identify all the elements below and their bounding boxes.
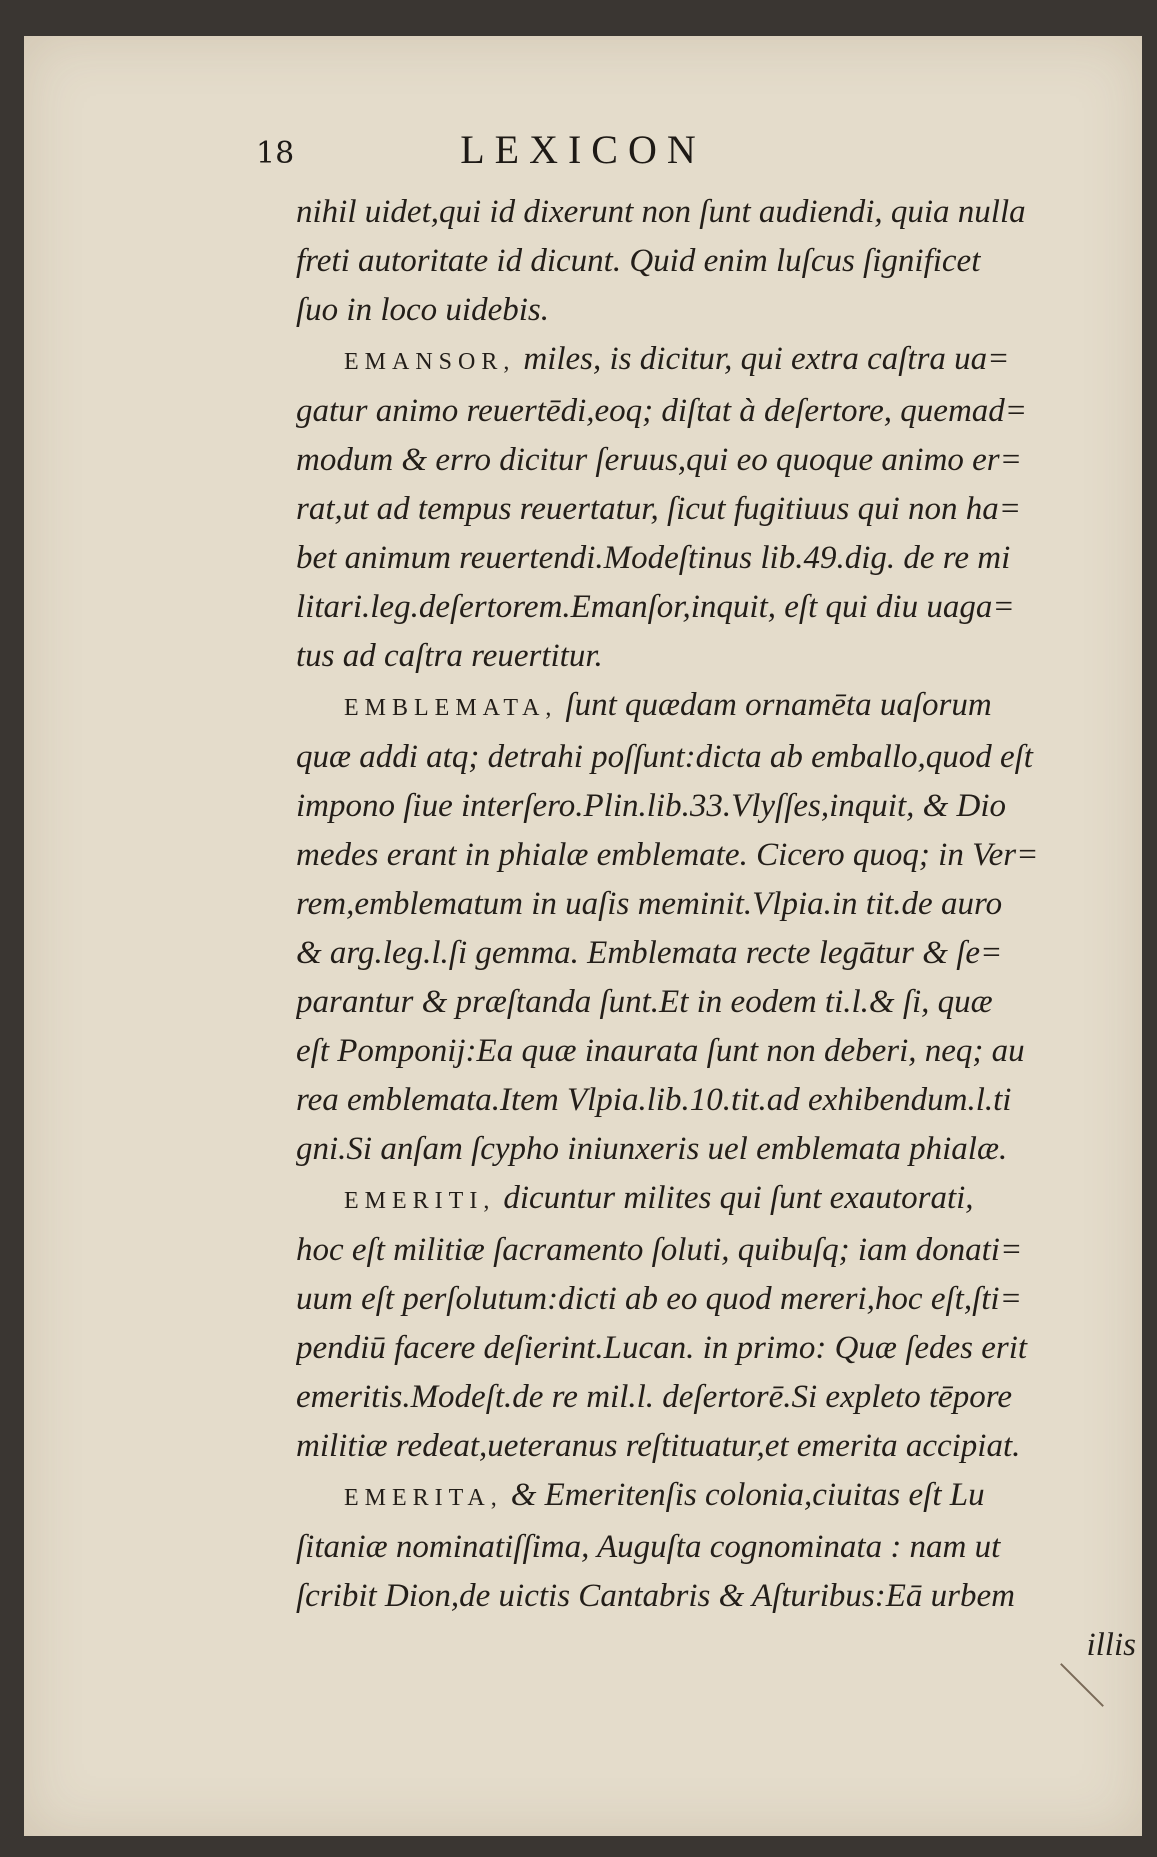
- text-line: tus ad caſtra reuertitur.: [296, 638, 603, 674]
- entry-emblemata: [296, 681, 1136, 733]
- text-line: pendiū facere deſierint.Lucan. in primo: Quæ ſedes erit: [296, 1330, 1028, 1366]
- page-header: [24, 126, 1142, 176]
- book-page: [24, 36, 1142, 1836]
- text-line: eſt Pomponij:Ea quæ inaurata ſunt non deberi, neq; au: [296, 1033, 1025, 1069]
- running-title: LEXICON: [460, 127, 706, 172]
- text-line: dicuntur milites qui ſunt exautorati,: [503, 1180, 974, 1216]
- text-line: gatur animo reuertēdi,eoq; diſtat à deſertore, quemad=: [296, 393, 1028, 429]
- text-line: parantur & præſtanda ſunt.Et in eodem ti.l.& ſi, quæ: [296, 984, 993, 1020]
- text-line: uum eſt perſolutum:dicti ab eo quod mereri,hoc eſt,ſti=: [296, 1281, 1022, 1317]
- text-line: rat,ut ad tempus reuertatur, ſicut fugitiuus qui non ha=: [296, 491, 1022, 527]
- text-line: ſcribit Dion,de uictis Cantabris & Aſturibus:Eā urbem: [296, 1578, 1015, 1614]
- text-line: litari.leg.deſertorem.Emanſor,inquit, eſt qui diu uaga=: [296, 589, 1015, 625]
- text-line: ſunt quædam ornamēta uaſorum: [565, 687, 992, 723]
- text-line: bet animum reuertendi.Modeſtinus lib.49.dig. de re mi: [296, 540, 1011, 576]
- text-line: nihil uidet,qui id dixerunt non ſunt audiendi, quia nulla: [296, 194, 1026, 230]
- text-line: gni.Si anſam ſcypho iniunxeris uel emblemata phialæ.: [296, 1131, 1008, 1167]
- body-text: [296, 188, 1136, 1670]
- text-line: emeritis.Modeſt.de re mil.l. deſertorē.Si expleto tēpore: [296, 1379, 1013, 1415]
- text-line: militiæ redeat,ueteranus reſtituatur,et emerita accipiat.: [296, 1428, 1021, 1464]
- text-line: modum & erro dicitur ſeruus,qui eo quoque animo er=: [296, 442, 1022, 478]
- text-line: ſuo in loco uidebis.: [296, 292, 549, 328]
- headword: EMERITI,: [344, 1188, 496, 1214]
- text-line: hoc eſt militiæ ſacramento ſoluti, quibuſq; iam donati=: [296, 1232, 1023, 1268]
- folio-number: 18: [256, 136, 295, 171]
- catchword: illis: [1086, 1627, 1136, 1663]
- text-line: rem,emblematum in uaſis meminit.Vlpia.in tit.de auro: [296, 886, 1003, 922]
- text-line: quæ addi atq; detrahi poſſunt:dicta ab emballo,quod eſt: [296, 739, 1033, 775]
- entry-emansor: [296, 335, 1136, 387]
- text-line: rea emblemata.Item Vlpia.lib.10.tit.ad exhibendum.l.ti: [296, 1082, 1012, 1118]
- text-line: & Emeritenſis colonia,ciuitas eſt Lu: [510, 1477, 985, 1513]
- text-line: freti autoritate id dicunt. Quid enim luſcus ſignificet: [296, 243, 981, 279]
- headword: EMBLEMATA,: [344, 695, 558, 721]
- text-line: & arg.leg.l.ſi gemma. Emblemata recte legātur & ſe=: [296, 935, 1003, 971]
- entry-emerita: [296, 1471, 1136, 1523]
- text-line: ſitaniæ nominatiſſima, Auguſta cognominata : nam ut: [296, 1529, 1001, 1565]
- text-line: miles, is dicitur, qui extra caſtra ua=: [523, 341, 1010, 377]
- text-line: impono ſiue interſero.Plin.lib.33.Vlyſſes,inquit, & Dio: [296, 788, 1007, 824]
- text-line: medes erant in phialæ emblemate. Cicero quoq; in Ver=: [296, 837, 1039, 873]
- headword: EMERITA,: [344, 1485, 503, 1511]
- entry-emeriti: [296, 1174, 1136, 1226]
- headword: EMANSOR,: [344, 349, 516, 375]
